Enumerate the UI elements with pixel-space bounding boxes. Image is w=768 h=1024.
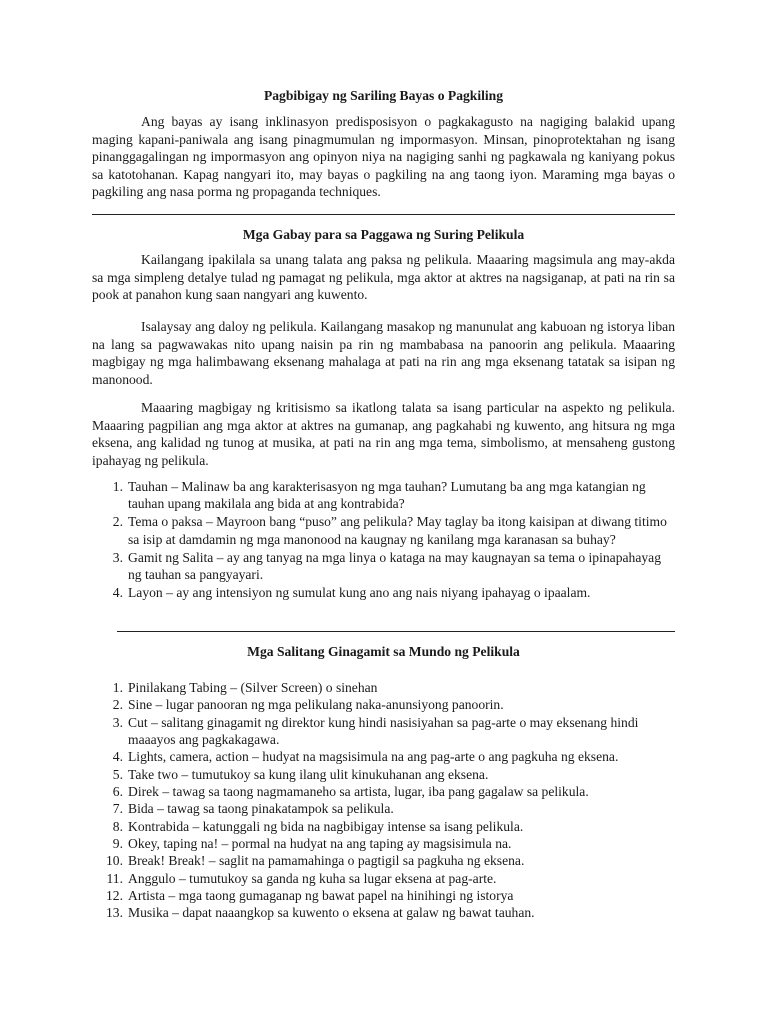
section-title-film-terms: Mga Salitang Ginagamit sa Mundo ng Pelikula — [247, 644, 520, 659]
list-text: Sine – lugar panooran ng mga pelikulang naka-anunsiyong panoorin. — [128, 697, 504, 713]
list-text: Artista – mga taong gumaganap ng bawat papel na hinihingi ng istorya — [128, 888, 514, 904]
list-text: Take two – tumutukoy sa kung ilang ulit kinukuhanan ang eksena. — [128, 766, 489, 782]
list-number: 3. — [112, 549, 123, 565]
list-number: 4. — [112, 585, 123, 601]
guide-paragraph-2: Isalaysay ang daloy ng pelikula. Kailangang masakop ng manunulat ang kabuoan ng istorya liban na lang sa pagwawakas nito upang naisin pa rin ng mambabasa na panoorin ang pelikula. Maaaring magbigay ng mga halimbawang eksenang mahalaga at pati na rin ang mga eksenang tatatak sa isipan ng manonood. — [92, 319, 675, 387]
list-item — [92, 679, 675, 696]
list-item — [92, 818, 675, 835]
list-item — [92, 513, 675, 547]
list-number: 12. — [106, 888, 123, 904]
guide-paragraph-3: Maaaring magbigay ng kritisismo sa ikatlong talata sa isang particular na aspekto ng pelikula. Maaaring pagpilian ang mga aktor at aktres na gumanap, ang pagkahabi ng kuwento, ang hitsura ng mga eksena, ang kalidad ng tunog at musika, at pati na rin ang mga tema, simbolismo, at mensaheng gustong ipahayag ng pelikula. — [92, 400, 675, 468]
guide-paragraph-1: Kailangang ipakilala sa unang talata ang paksa ng pelikula. Maaaring magsimula ang may-akda sa mga simpleng detalye tulad ng pamagat ng pelikula, mga aktor at aktres na nagsiganap, at pati na rin sa pook at panahon kung saan nangyari ang kuwento. — [92, 252, 675, 303]
list-text: Lights, camera, action – hudyat na magsisimula na ang pag-arte o ang pagkuha ng eksena. — [128, 749, 619, 765]
list-text: Kontrabida – katunggali ng bida na nagbibigay intense sa isang pelikula. — [128, 818, 524, 834]
list-text: Pinilakang Tabing – (Silver Screen) o sinehan — [128, 680, 378, 695]
list-number: 7. — [112, 801, 123, 817]
list-number: 5. — [112, 766, 123, 782]
section-title-guide: Mga Gabay para sa Paggawa ng Suring Pelikula — [242, 227, 525, 242]
guide-criteria-list — [92, 478, 675, 602]
list-text: Break! Break! – saglit na pamamahinga o pagtigil sa pagkuha ng eksena. — [128, 853, 525, 869]
section-title-bias: Pagbibigay ng Sariling Bayas o Pagkiling — [263, 88, 504, 103]
list-item — [92, 887, 675, 904]
list-number: 1. — [112, 680, 123, 695]
list-text: Cut – salitang ginagamit ng direktor kung hindi nasisiyahan sa pag-arte o may eksenang hindi maaayos ang pagkakagawa. — [128, 714, 639, 748]
list-text: Musika – dapat naaangkop sa kuwento o eksena at galaw ng bawat tauhan. — [128, 905, 535, 921]
list-text: Layon – ay ang intensiyon ng sumulat kung ano ang nais niyang ipahayag o ipaalam. — [128, 585, 591, 601]
list-text: Direk – tawag sa taong nagmamaneho sa artista, lugar, iba pang gagalaw sa pelikula. — [128, 784, 589, 800]
list-item — [92, 478, 675, 512]
list-number: 4. — [112, 749, 123, 765]
list-text: Tauhan – Malinaw ba ang karakterisasyon ng mga tauhan? Lumutang ba ang mga katangian ng tauhan upang makilala ang bida at ang kontrabida? — [128, 479, 646, 512]
section-divider — [92, 214, 675, 215]
list-number: 2. — [112, 697, 123, 713]
list-text: Bida – tawag sa taong pinakatampok sa pelikula. — [128, 801, 394, 817]
section-divider — [117, 631, 675, 632]
list-item — [92, 696, 675, 713]
bias-paragraph: Ang bayas ay isang inklinasyon predisposisyon o pagkakagusto na nagiging balakid upang maging kapani-paniwala ang isang pinagmumulan ng impormasyon. Minsan, pinoprotektahan ng isang pinanggagalingan ng impormasyon ang opinyon niya na nagiging sanhi ng pagkawala ng kaniyang pokus sa katotohanan. Kapag nangyari ito, may bayas o pagkiling na ang taong iyon. Maraming mga bayas o pagkiling ang nasa porma ng propaganda techniques. — [92, 114, 675, 200]
list-number: 10. — [106, 853, 123, 869]
list-number: 8. — [112, 818, 123, 834]
list-item — [92, 748, 675, 765]
list-item — [92, 714, 675, 749]
list-number: 3. — [112, 714, 123, 730]
film-terms-list — [92, 679, 675, 922]
list-item — [92, 870, 675, 887]
list-number: 1. — [112, 479, 123, 494]
list-text: Tema o paksa – Mayroon bang “puso” ang pelikula? May taglay ba itong kaisipan at diwang titimo sa isip at damdamin ng mga manonood na kaugnay ng kanilang mga karanasan sa buhay? — [128, 514, 667, 547]
list-item — [92, 783, 675, 800]
list-item — [92, 800, 675, 817]
list-number: 13. — [106, 905, 123, 921]
list-number: 9. — [112, 836, 123, 852]
list-text: Okey, taping na! – pormal na hudyat na ang taping ay magsisimula na. — [128, 836, 512, 852]
list-item — [92, 766, 675, 783]
list-text: Gamit ng Salita – ay ang tanyag na mga linya o kataga na may kaugnayan sa tema o ipinapahayag ng tauhan sa pangyayari. — [128, 549, 661, 583]
list-item — [92, 904, 675, 921]
list-item — [92, 584, 675, 601]
list-number: 2. — [112, 514, 123, 530]
list-item — [92, 835, 675, 852]
list-number: 6. — [112, 784, 123, 800]
list-item — [92, 852, 675, 869]
list-text: Anggulo – tumutukoy sa ganda ng kuha sa lugar eksena at pag-arte. — [128, 870, 497, 886]
list-item — [92, 549, 675, 583]
list-number: 11. — [106, 870, 123, 886]
